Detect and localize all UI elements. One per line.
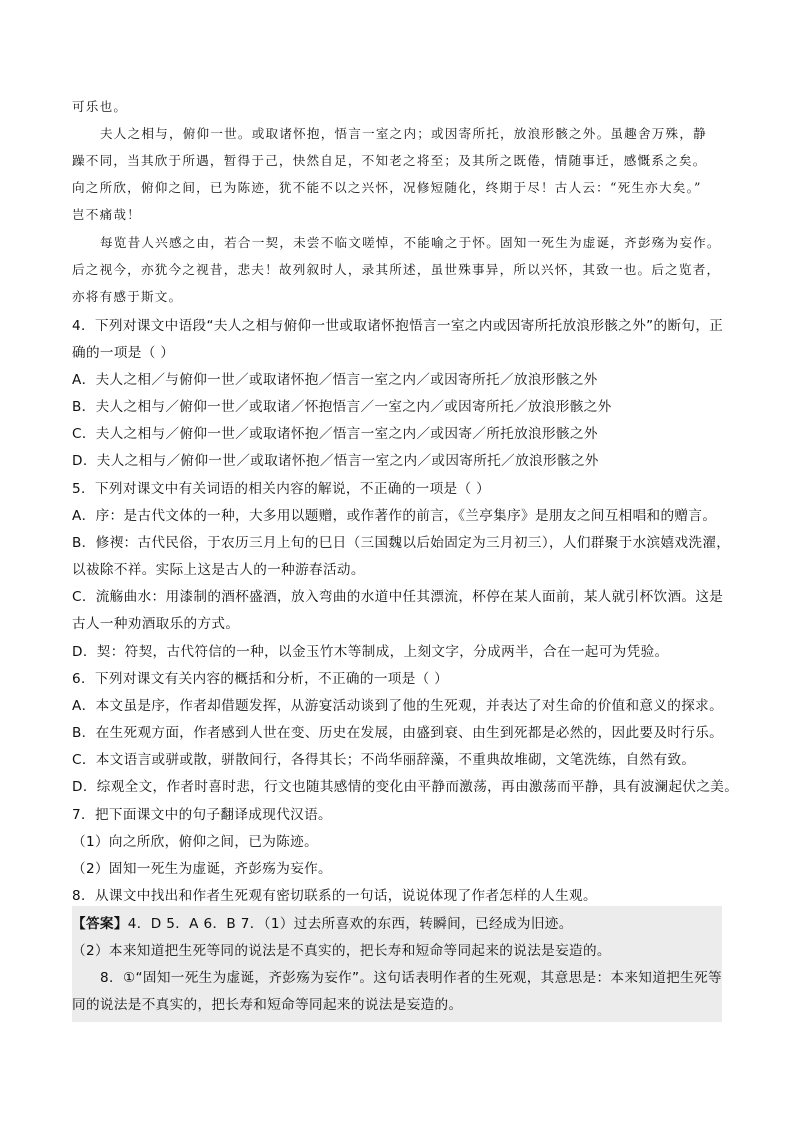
option-a: A．序：是古代文体的一种，大多用以题赠，或作著作的前言，《兰亭集序》是朋友之间互相唱和的赠言。 xyxy=(72,508,717,524)
passage-line: 亦将有感于斯文。 xyxy=(72,289,183,304)
option-a: A．夫人之相／与俯仰一世／或取诸怀抱／悟言一室之内／或因寄所托／放浪形骸之外 xyxy=(72,372,598,388)
option-c-cont: 古人一种劝酒取乐的方式。 xyxy=(72,616,240,632)
answer-line-4: 同的说法是不真实的，把长寿和短命等同起来的说法是妄造的。 xyxy=(72,997,463,1013)
question-4-cont: 确的一项是（ ） xyxy=(72,345,175,361)
question-7: 7．把下面课文中的句子翻译成现代汉语。 xyxy=(72,807,332,823)
passage-line: 岂不痛哉！ xyxy=(72,207,141,222)
question-5: 5．下列对课文中有关词语的相关内容的解说，不正确的一项是（ ） xyxy=(72,481,491,497)
answer-text: 4．D 5．A 6．B 7．（1）过去所喜欢的东西，转瞬间，已经成为旧迹。 xyxy=(127,916,573,932)
answer-line-1 xyxy=(72,912,573,932)
option-d: D．综观全文，作者时喜时悲，行文也随其感情的变化由平静而激荡，再由激荡而平静，具有波澜起伏之美。 xyxy=(72,779,739,795)
question-4: 4．下列对课文中语段“夫人之相与俯仰一世或取诸怀抱悟言一室之内或因寄所托放浪形骸之外”的断句，正 xyxy=(72,318,724,334)
question-8: 8．从课文中找出和作者生死观有密切联系的一句话，说说体现了作者怎样的人生观。 xyxy=(72,888,597,904)
answer-line-3: 8．①“固知一死生为虚诞，齐彭殇为妄作”。这句话表明作者的生死观，其意思是：本来知道把生死等 xyxy=(100,970,722,986)
option-c: C．流觞曲水：用漆制的酒杯盛酒，放入弯曲的水道中任其漂流，杯停在某人面前，某人就引杯饮酒。这是 xyxy=(72,589,724,605)
question-7-item-1: （1）向之所欣，俯仰之间，已为陈迹。 xyxy=(72,834,319,850)
passage-line: 每览昔人兴感之由，若合一契，未尝不临文嗟悼，不能喻之于怀。固知一死生为虚诞，齐彭殇为妄作。 xyxy=(100,235,721,250)
option-d: D．契：符契，古代符信的一种，以金玉竹木等制成，上刻文字，分成两半，合在一起可为凭验。 xyxy=(72,644,669,660)
option-b: B．修禊：古代民俗，于农历三月上旬的巳日（三国魏以后始固定为三月初三），人们群聚于水滨嬉戏洗濯， xyxy=(72,535,731,551)
option-c: C．本文语言或骈或散，骈散间行，各得其长；不尚华丽辞藻，不重典故堆砌，文笔洗练，自然有致。 xyxy=(72,752,696,768)
passage-line: 后之视今，亦犹今之视昔，悲夫！故列叙时人，录其所述，虽世殊事异，所以兴怀，其致一也。后之览者， xyxy=(72,262,721,277)
option-a: A．本文虽是序，作者却借题发挥，从游宴活动谈到了他的生死观，并表达了对生命的价值和意义的探求。 xyxy=(72,698,724,714)
question-6: 6．下列对课文有关内容的概括和分析，不正确的一项是（ ） xyxy=(72,671,449,687)
question-7-item-2: （2）固知一死生为虚诞，齐彭殇为妄作。 xyxy=(72,861,332,877)
answer-line-2: （2）本来知道把生死等同的说法是不真实的，把长寿和短命等同起来的说法是妄造的。 xyxy=(72,943,611,959)
option-d: D．夫人之相与／俯仰一世／或取诸怀抱／悟言一室之内／或因寄所托／放浪形骸之外 xyxy=(72,453,599,469)
passage-line: 躁不同，当其欣于所遇，暂得于己，快然自足，不知老之将至；及其所之既倦，情随事迁，感慨系之矣。 xyxy=(72,153,707,168)
passage-line: 可乐也。 xyxy=(72,99,128,114)
option-c: C．夫人之相与／俯仰一世／或取诸怀抱／悟言一室之内／或因寄／所托放浪形骸之外 xyxy=(72,426,598,442)
passage-line: 向之所欣，俯仰之间，已为陈迹，犹不能不以之兴怀，况修短随化，终期于尽！古人云：“死生亦大矣。” xyxy=(72,180,702,195)
answer-label: 【答案】 xyxy=(72,916,128,932)
option-b-cont: 以祓除不祥。实际上这是古人的一种游春活动。 xyxy=(72,562,365,578)
passage-line: 夫人之相与，俯仰一世。或取诸怀抱，悟言一室之内；或因寄所托，放浪形骸之外。虽趣舍万殊，静 xyxy=(100,126,707,141)
option-b: B．在生死观方面，作者感到人世在变、历史在发展，由盛到衰、由生到死都是必然的，因此要及时行乐。 xyxy=(72,725,724,741)
option-b: B．夫人之相与／俯仰一世／或取诸／怀抱悟言／一室之内／或因寄所托／放浪形骸之外 xyxy=(72,399,612,415)
